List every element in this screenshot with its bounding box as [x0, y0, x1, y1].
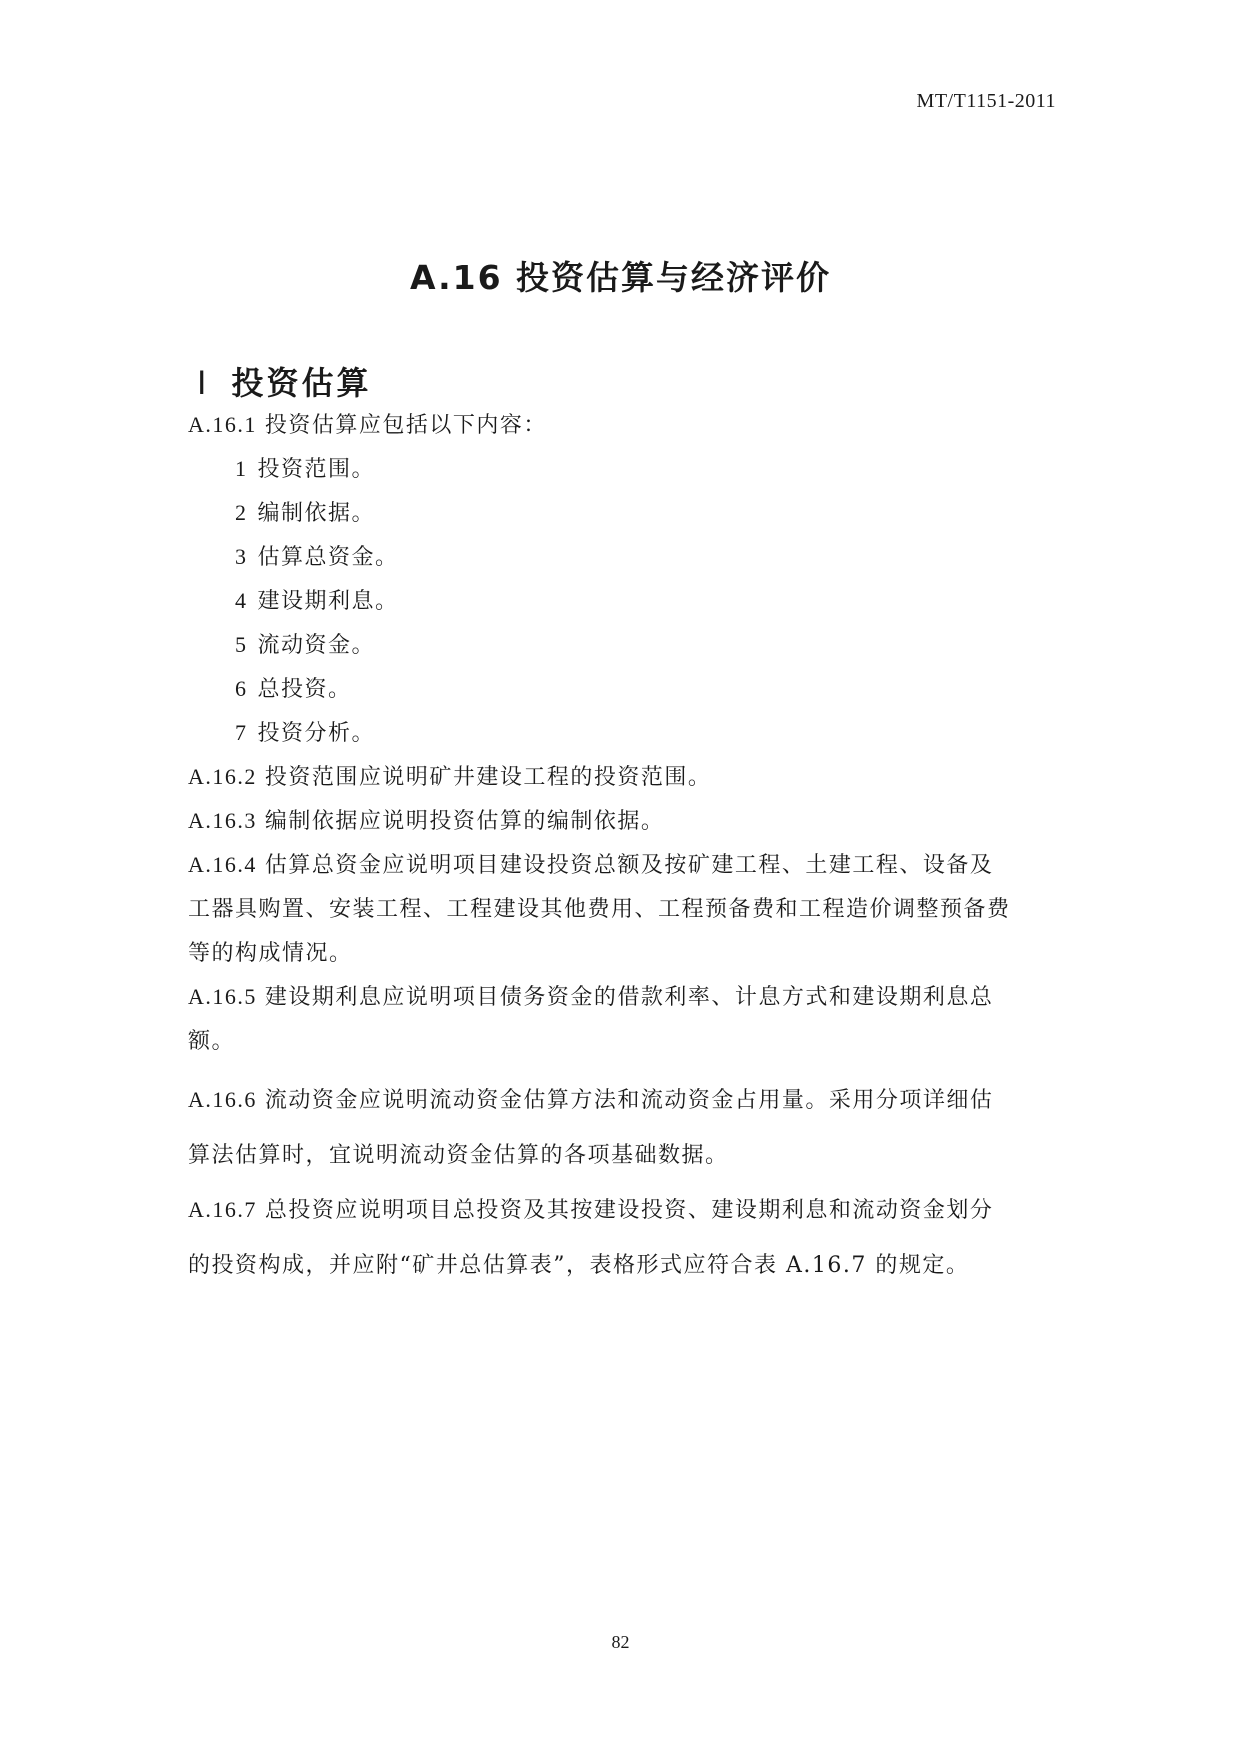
- clause-text: 流动资金应说明流动资金估算方法和流动资金占用量。采用分项详细估: [264, 1088, 994, 1113]
- list-item-text: 总投资。: [257, 677, 352, 702]
- clause-a16-1: [188, 408, 547, 439]
- clause-a16-7-continuation: 的投资构成，并应附“矿井总估算表”，表格形式应符合表 A.16.7 的规定。: [188, 1253, 970, 1278]
- clause-text: 投资范围应说明矿井建设工程的投资范围。: [264, 765, 712, 790]
- clause-a16-5-continuation: 额。: [188, 1029, 236, 1054]
- list-item: [235, 584, 399, 615]
- part-roman-numeral: Ⅰ: [197, 365, 210, 401]
- clause-a16-6-continuation: 算法估算时，宜说明流动资金估算的各项基础数据。: [188, 1143, 729, 1168]
- list-item-number: 5: [235, 632, 248, 657]
- list-item: [235, 540, 399, 571]
- clause-a16-4-continuation: 等的构成情况。: [188, 941, 353, 966]
- clause-a16-4: [188, 848, 993, 879]
- list-item: [235, 628, 375, 659]
- list-item-number: 4: [235, 588, 248, 613]
- clause-text: 编制依据应说明投资估算的编制依据。: [264, 809, 665, 834]
- clause-a16-5: [188, 980, 993, 1011]
- list-item-number: 7: [235, 720, 248, 745]
- page-number: 82: [611, 1632, 630, 1652]
- document-code: MT/T1151-2011: [916, 90, 1056, 112]
- clause-number: A.16.1: [188, 412, 257, 437]
- clause-text: 估算总资金应说明项目建设投资总额及按矿建工程、土建工程、设备及: [264, 853, 994, 878]
- list-item-text: 建设期利息。: [257, 589, 399, 614]
- section-title: A.16 投资估算与经济评价: [409, 258, 832, 297]
- list-item-text: 投资范围。: [257, 457, 376, 482]
- list-item-text: 投资分析。: [257, 721, 376, 746]
- clause-a16-2: [188, 760, 711, 791]
- clause-number: A.16.6: [188, 1087, 257, 1112]
- clause-a16-6: [188, 1083, 993, 1114]
- clause-a16-7: [188, 1193, 993, 1224]
- list-item: [235, 716, 375, 747]
- list-item: [235, 496, 375, 527]
- clause-number: A.16.5: [188, 984, 257, 1009]
- clause-number: A.16.2: [188, 764, 257, 789]
- list-item-text: 编制依据。: [257, 501, 376, 526]
- list-item: [235, 672, 352, 703]
- list-item-number: 2: [235, 500, 248, 525]
- list-item-number: 1: [235, 456, 248, 481]
- clause-number: A.16.7: [188, 1197, 257, 1222]
- list-item-number: 3: [235, 544, 248, 569]
- part-title-text: 投资估算: [231, 364, 372, 402]
- clause-number: A.16.4: [188, 852, 257, 877]
- clause-text: 建设期利息应说明项目债务资金的借款利率、计息方式和建设期利息总: [264, 985, 994, 1010]
- clause-a16-3: [188, 804, 664, 835]
- list-item-number: 6: [235, 676, 248, 701]
- clause-a16-4-continuation: 工器具购置、安装工程、工程建设其他费用、工程预备费和工程造价调整预备费: [188, 897, 1011, 922]
- clause-number: A.16.3: [188, 808, 257, 833]
- clause-text: 投资估算应包括以下内容：: [264, 413, 547, 438]
- list-item-text: 估算总资金。: [257, 545, 399, 570]
- list-item: [235, 452, 375, 483]
- clause-text: 总投资应说明项目总投资及其按建设投资、建设期利息和流动资金划分: [264, 1198, 994, 1223]
- part-title: [197, 358, 371, 404]
- list-item-text: 流动资金。: [257, 633, 376, 658]
